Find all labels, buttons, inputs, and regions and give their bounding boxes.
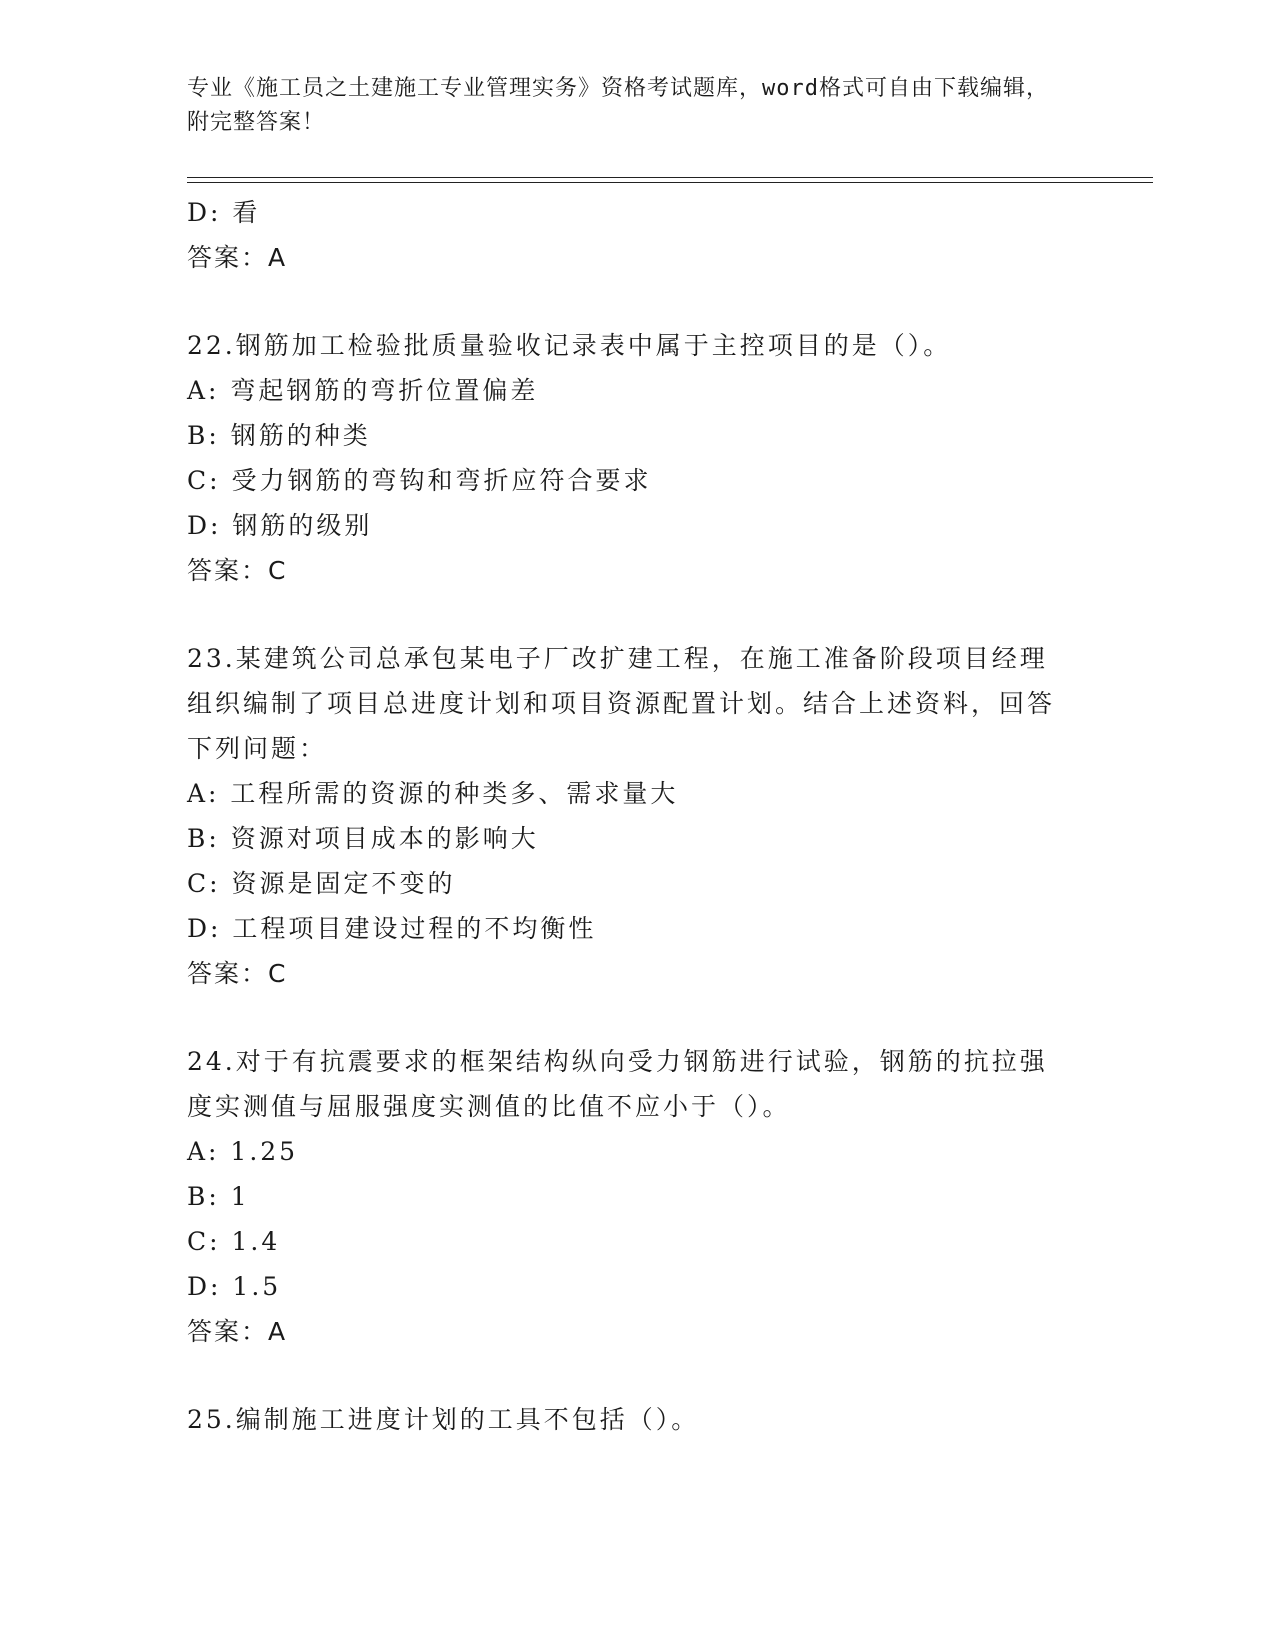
- question-list: [187, 190, 1087, 1442]
- question-stem-24: 24.对于有抗震要求的框架结构纵向受力钢筋进行试验，钢筋的抗拉强度实测值与屈服强度实测值的比值不应小于（）。: [187, 1047, 1048, 1121]
- option-d: D: 钢筋的级别: [187, 511, 373, 540]
- option-a: A: 工程所需的资源的种类多、需求量大: [187, 779, 679, 808]
- answer: 答案：A: [187, 1317, 288, 1346]
- answer: 答案：C: [187, 556, 288, 585]
- header-divider-top: [187, 177, 1153, 178]
- document-header: 专业《施工员之土建施工专业管理实务》资格考试题库，word格式可自由下载编辑，附完整答案！: [187, 76, 1049, 135]
- option-c: C: 受力钢筋的弯钩和弯折应符合要求: [187, 466, 652, 495]
- question-stem-23: 23.某建筑公司总承包某电子厂改扩建工程，在施工准备阶段项目经理组织编制了项目总进度计划和项目资源配置计划。结合上述资料，回答下列问题：: [187, 644, 1056, 763]
- option-c: C: 1.4: [187, 1227, 281, 1256]
- option-d: D: 看: [187, 198, 261, 227]
- option-c: C: 资源是固定不变的: [187, 869, 456, 898]
- question-stem-25: 25.编制施工进度计划的工具不包括（）。: [187, 1405, 700, 1434]
- question-stem-22: 22.钢筋加工检验批质量验收记录表中属于主控项目的是（）。: [187, 331, 952, 360]
- option-b: B: 1: [187, 1182, 250, 1211]
- answer: 答案：A: [187, 243, 288, 272]
- answer: 答案：C: [187, 959, 288, 988]
- option-a: A: 弯起钢筋的弯折位置偏差: [187, 376, 539, 405]
- option-b: B: 资源对项目成本的影响大: [187, 824, 539, 853]
- option-b: B: 钢筋的种类: [187, 421, 371, 450]
- header-divider-bottom: [187, 182, 1153, 183]
- option-d: D: 工程项目建设过程的不均衡性: [187, 914, 597, 943]
- option-d: D: 1.5: [187, 1272, 282, 1301]
- option-a: A: 1.25: [187, 1137, 299, 1166]
